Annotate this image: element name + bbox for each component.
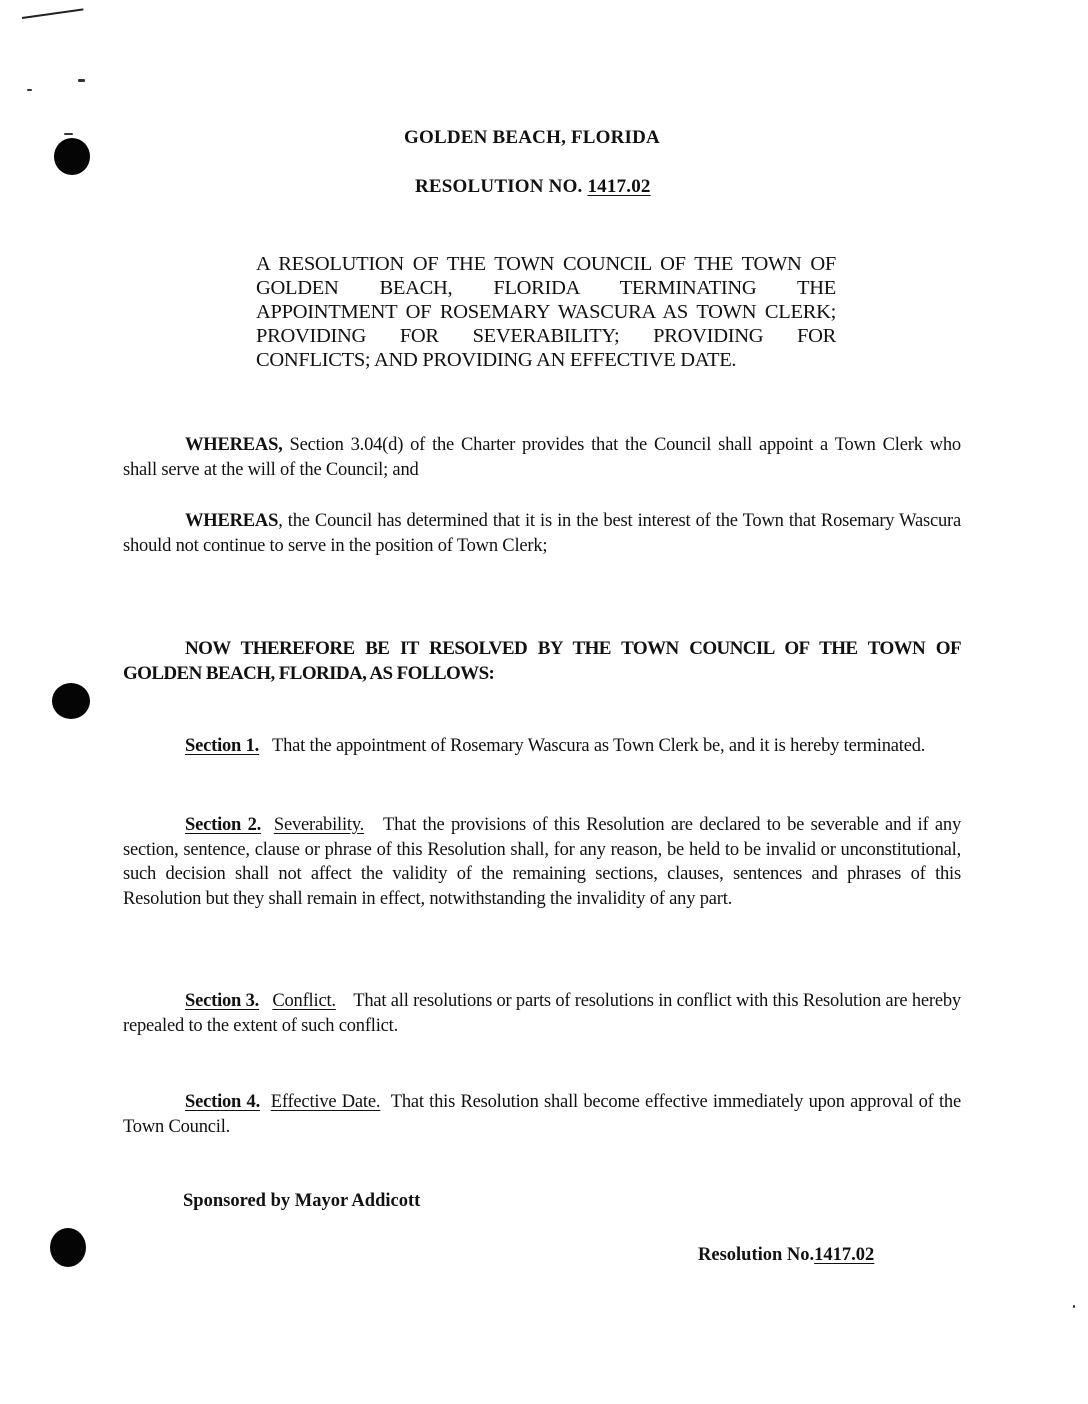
- punch-hole-bottom: [50, 1228, 86, 1267]
- resolution-heading: [415, 176, 651, 198]
- section-3: [123, 989, 961, 1038]
- scan-artifact-speck: [78, 79, 85, 82]
- punch-hole-top: [54, 138, 90, 175]
- scan-artifact-speck: [1073, 1305, 1075, 1308]
- section-heading: Section 4.: [185, 1092, 260, 1112]
- section-text: That this Resolution shall become effective immediately upon approval of the Town Council.: [123, 1092, 961, 1137]
- section-subheading: Severability.: [273, 815, 365, 835]
- whereas-clause-1: [123, 433, 961, 482]
- scan-artifact-line: [22, 8, 84, 19]
- punch-hole-middle: [52, 683, 90, 719]
- whereas-text: , the Council has determined that it is in the best interest of the Town that Rosemary Wascura should not continue to serve in the position of Town Clerk;: [123, 511, 961, 556]
- scan-artifact-speck: [64, 133, 73, 135]
- whereas-lead: WHEREAS: [185, 511, 279, 531]
- footer-label: Resolution No.: [698, 1245, 815, 1265]
- section-heading: Section 2.: [185, 815, 262, 835]
- footer-number: 1417.02: [814, 1245, 875, 1265]
- section-1: [123, 734, 961, 759]
- resolution-caption: A RESOLUTION OF THE TOWN COUNCIL OF THE TOWN OF GOLDEN BEACH, FLORIDA TERMINATING THE APPOINTMENT OF ROSEMARY WASCURA AS TOWN CLERK; PROVIDING FOR SEVERABILITY; PROVIDING FOR CONFLICTS; AND PROVIDING AN EFFECTIVE DATE.: [256, 253, 836, 371]
- resolved-text: NOW THEREFORE BE IT RESOLVED BY THE TOWN COUNCIL OF THE TOWN OF GOLDEN BEACH, FLORIDA, AS FOLLOWS:: [123, 638, 961, 684]
- resolved-clause: [123, 636, 961, 686]
- section-text: That all resolutions or parts of resolutions in conflict with this Resolution are hereby repealed to the extent of such conflict.: [123, 991, 961, 1036]
- footer-resolution-number: [698, 1245, 884, 1266]
- resolution-prefix: RESOLUTION NO.: [415, 176, 583, 197]
- resolution-number: 1417.02: [587, 176, 651, 197]
- whereas-clause-2: [123, 509, 961, 558]
- section-4: [123, 1090, 961, 1139]
- sponsor-line: Sponsored by Mayor Addicott: [183, 1191, 421, 1211]
- section-subheading: Effective Date.: [270, 1092, 381, 1112]
- whereas-lead: WHEREAS,: [185, 435, 283, 455]
- scan-artifact-speck: [27, 89, 32, 91]
- whereas-text: Section 3.04(d) of the Charter provides that the Council shall appoint a Town Clerk who shall serve at the will of the Council; and: [123, 435, 961, 480]
- municipality-heading: GOLDEN BEACH, FLORIDA: [404, 127, 660, 148]
- section-heading: Section 1.: [185, 736, 260, 756]
- section-heading: Section 3.: [185, 991, 260, 1011]
- section-text: That the provisions of this Resolution are declared to be severable and if any section, sentence, clause or phrase of this Resolution shall, for any reason, be held to be invalid or unconstitutional, such decision shall not affect the validity of the remaining sections, clauses, sentences and phrases of this Resolution but they shall remain in effect, notwithstanding the invalidity of any part.: [123, 815, 961, 909]
- section-subheading: Conflict.: [272, 991, 336, 1011]
- section-2: [123, 813, 961, 911]
- section-text: That the appointment of Rosemary Wascura as Town Clerk be, and it is hereby terminated.: [272, 736, 926, 756]
